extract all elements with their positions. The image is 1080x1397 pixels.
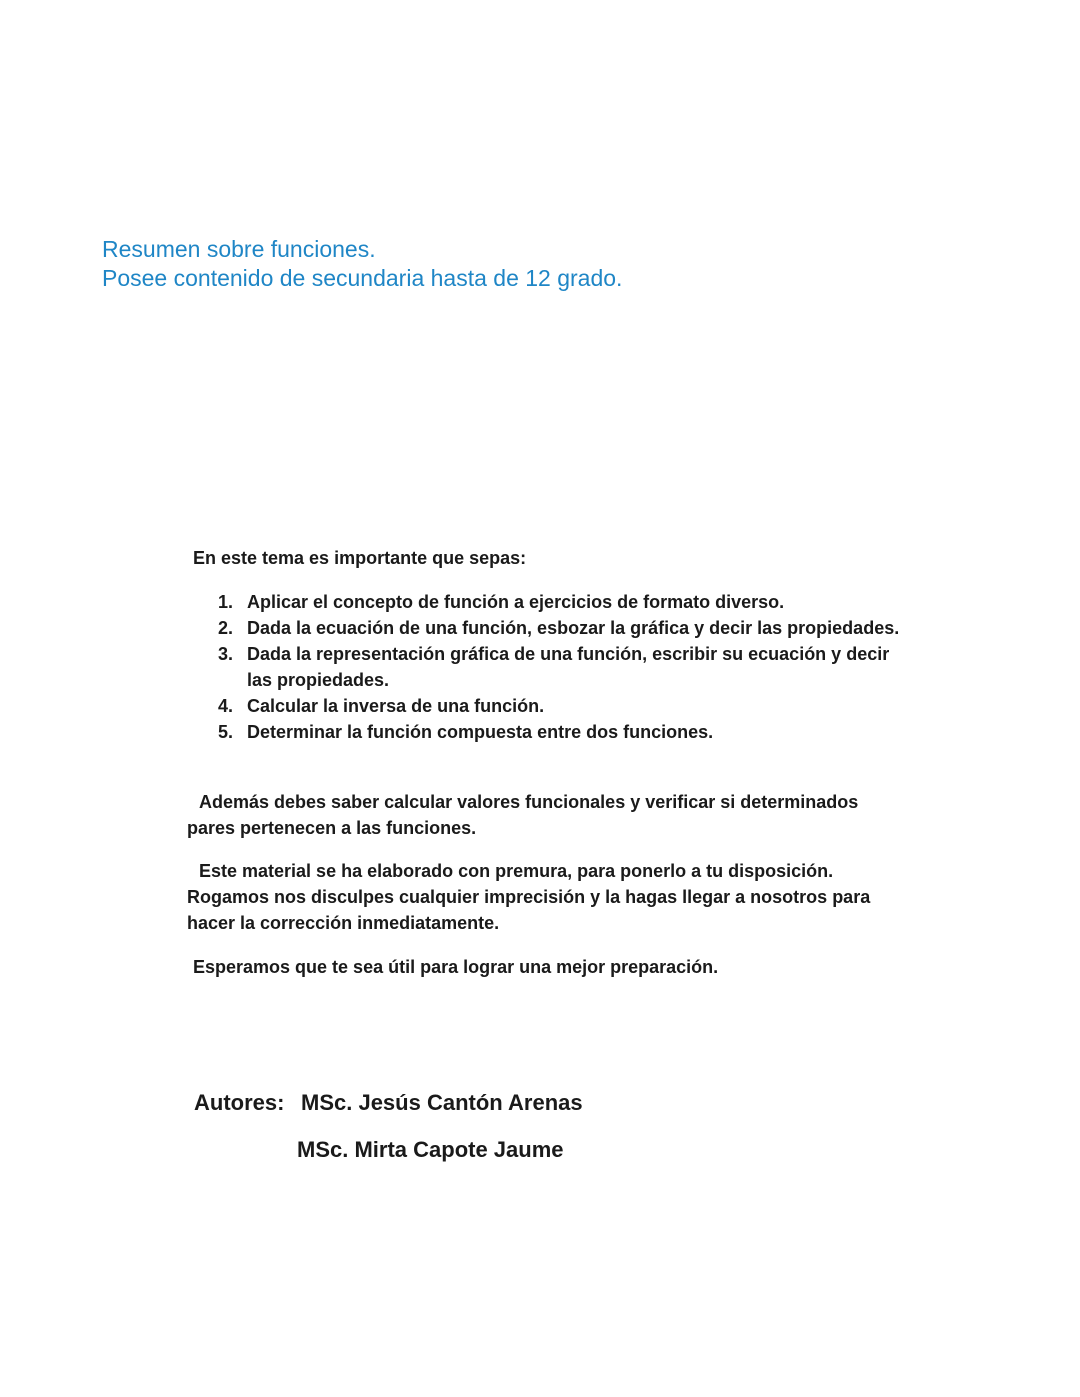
list-item (218, 693, 908, 719)
authors-line (194, 1089, 583, 1117)
list-item (218, 589, 908, 615)
authors-label: Autores: (194, 1090, 285, 1115)
list-item (218, 615, 908, 641)
list-item-text: Aplicar el concepto de función a ejercicios de formato diverso. (247, 592, 785, 612)
objectives-list (218, 589, 908, 745)
author-name: MSc. Mirta Capote Jaume (297, 1137, 564, 1162)
document-header (102, 235, 622, 293)
list-item-text: Dada la ecuación de una función, esbozar la gráfica y decir las propiedades. (247, 618, 900, 638)
list-item-text: Determinar la función compuesta entre dos funciones. (247, 722, 714, 742)
header-title: Resumen sobre funciones. (102, 236, 376, 262)
list-item-number: 3. (218, 644, 234, 664)
paragraph-apology: Este material se ha elaborado con premura, para ponerlo a tu disposición. Rogamos nos disculpes cualquier imprecisión y la hagas llegar a nosotros para hacer la corrección inmediatamente. (187, 861, 871, 933)
list-item (218, 719, 908, 745)
list-item-number: 5. (218, 722, 234, 742)
list-item-number: 1. (218, 592, 234, 612)
author-name: MSc. Jesús Cantón Arenas (301, 1090, 583, 1115)
list-item-text: Calcular la inversa de una función. (247, 696, 545, 716)
closing-text: Esperamos que te sea útil para lograr una mejor preparación. (193, 957, 719, 977)
header-subtitle: Posee contenido de secundaria hasta de 12 grado. (102, 265, 623, 291)
list-item-text: Dada la representación gráfica de una función, escribir su ecuación y decir las propiedades. (247, 644, 890, 690)
intro-text: En este tema es importante que sepas: (193, 548, 527, 568)
paragraph-additional-skills: Además debes saber calcular valores funcionales y verificar si determinados pares pertenecen a las funciones. (187, 792, 859, 838)
list-item-number: 2. (218, 618, 234, 638)
list-item (218, 641, 908, 693)
list-item-number: 4. (218, 696, 234, 716)
